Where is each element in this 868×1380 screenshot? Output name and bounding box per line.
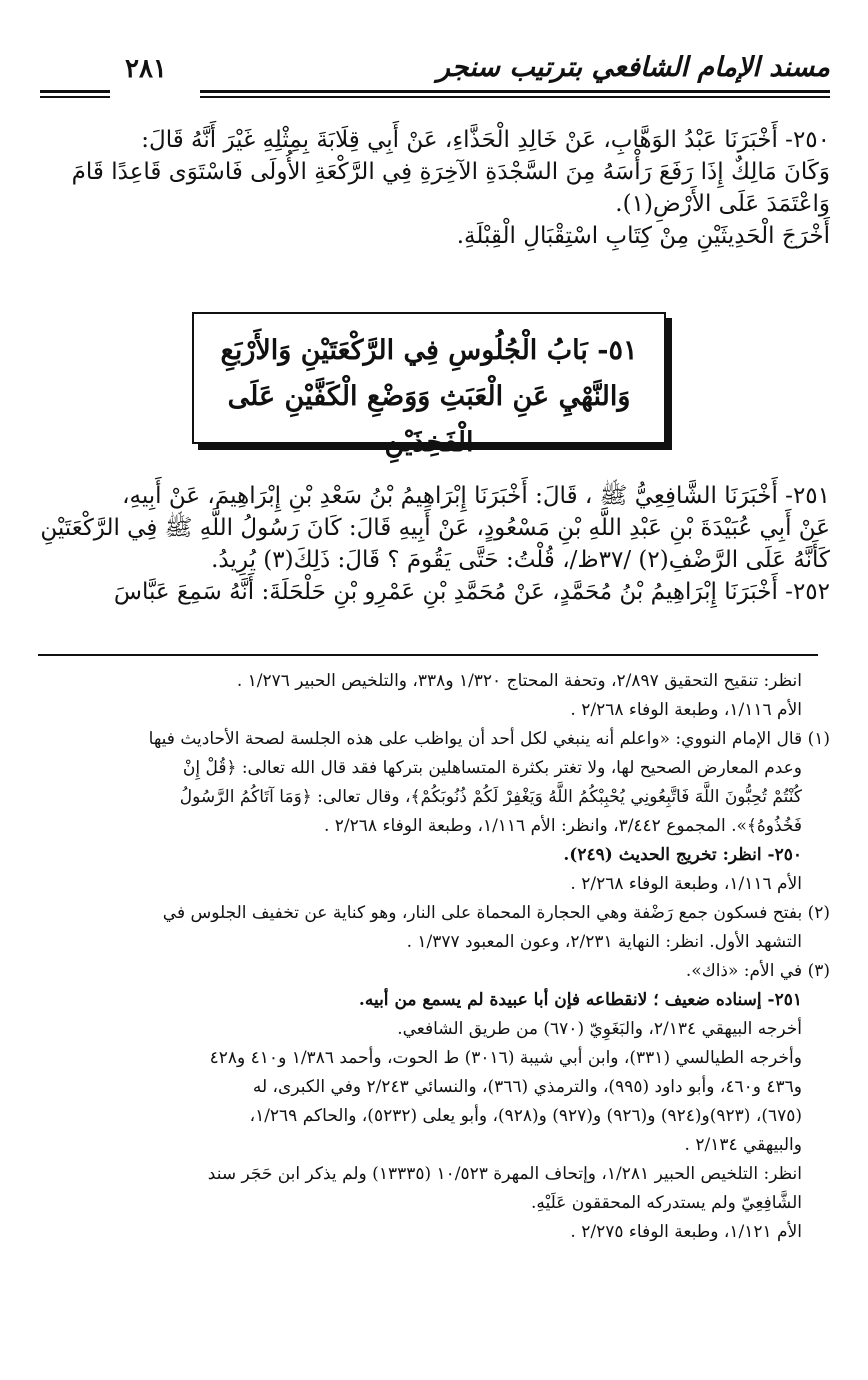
footnote-line: الأم ١/١١٦، وطبعة الوفاء ٢/٢٦٨ . xyxy=(570,700,802,720)
chapter-heading-box xyxy=(192,312,666,458)
footnote-line: (٢) بفتح فسكون جمع رَضْفة وهي الحجارة المحماة على النار، وهو كناية عن تخفيف الجلوس في xyxy=(162,903,830,923)
header-rule-right-lower xyxy=(200,96,830,98)
chapter-title-line-1: ٥١- بَابُ الْجُلُوسِ فِي الرَّكْعَتَيْنِ وَالأَرْبَعِ xyxy=(220,335,638,366)
footnote-line: انظر: تنقيح التحقيق ٢/٨٩٧، وتحفة المحتاج ١/٣٢٠ و٣٣٨، والتلخيص الحبير ١/٢٧٦ . xyxy=(236,671,802,691)
hadith-251-line-1: ٢٥١- أَخْبَرَنَا الشَّافِعِيُّ ﷺ ، قَالَ: أَخْبَرَنَا إِبْرَاهِيمُ بْنُ سَعْدِ بْنِ إِبْرَاهِيمَ، عَنْ أَبِيهِ، xyxy=(122,483,830,509)
footnote-line: الأم ١/١١٦، وطبعة الوفاء ٢/٢٦٨ . xyxy=(570,874,802,894)
footnote-line: ٢٥٠- انظر: تخريج الحديث (٢٤٩). xyxy=(563,845,802,865)
footnote-line: (٣) في الأم: «ذاك». xyxy=(685,961,830,981)
chapter-title-line-2: وَالنَّهْيِ عَنِ الْعَبَثِ وَوَضْعِ الْكَفَّيْنِ عَلَى الْفَخِذَيْنِ xyxy=(227,381,631,458)
hadith-250-line-3: وَاعْتَمَدَ عَلَى الأَرْضِ(١). xyxy=(615,191,830,217)
hadith-250-source: أَخْرَجَ الْحَدِيثَيْنِ مِنْ كِتَابِ اسْتِقْبَالِ الْقِبْلَةِ. xyxy=(456,223,830,249)
hadith-252-line-1: ٢٥٢- أَخْبَرَنَا إِبْرَاهِيمُ بْنُ مُحَمَّدٍ، عَنْ مُحَمَّدِ بْنِ عَمْرِو بْنِ حَلْحَلَةَ: أَنَّهُ سَمِعَ عَبَّاسَ xyxy=(113,579,830,605)
footnote-line: التشهد الأول. انظر: النهاية ٢/٢٣١، وعون المعبود ١/٣٧٧ . xyxy=(406,932,802,952)
header-rule-left xyxy=(40,90,110,93)
footnote-line: الشَّافِعِيّ ولم يستدركه المحققون عَلَيْهِ. xyxy=(530,1193,802,1213)
footnotes xyxy=(38,668,830,1248)
footnote-line: و٤٣٦ و٤٦٠، وأبو داود (٩٩٥)، والترمذي (٣٦٦)، والنسائي ٢/٢٤٣ وفي الكبرى، له xyxy=(252,1077,802,1097)
footnote-line: أخرجه البيهقي ٢/١٣٤، والبَغَوِيّ (٦٧٠) من طريق الشافعي. xyxy=(397,1019,802,1039)
footnote-line: ٢٥١- إسناده ضعيف ؛ لانقطاعه فإن أبا عبيدة لم يسمع من أبيه. xyxy=(358,990,802,1010)
hadith-250 xyxy=(38,124,830,252)
running-title: مسند الإمام الشافعي بترتيب سنجر xyxy=(436,52,830,83)
hadith-251-line-2: عَنْ أَبِي عُبَيْدَةَ بْنِ عَبْدِ اللَّهِ بْنِ مَسْعُودٍ، عَنْ أَبِيهِ قَالَ: كَانَ رَسُولُ اللَّهِ ﷺ فِي الرَّكْعَتَيْنِ xyxy=(40,515,830,541)
footnote-line: فَخُذُوهُ﴾». المجموع ٣/٤٤٢، وانظر: الأم ١/١١٦، وطبعة الوفاء ٢/٢٦٨ . xyxy=(323,816,802,836)
page-header xyxy=(40,52,830,102)
header-rule-left-lower xyxy=(40,96,110,98)
hadith-251-line-3: كَأَنَّهُ عَلَى الرَّضْفِ(٢) /٣٧ظ/، قُلْتُ: حَتَّى يَقُومَ ؟ قَالَ: ذَلِكَ(٣) يُرِيدُ. xyxy=(211,547,830,573)
footnote-divider xyxy=(38,654,818,656)
footnote-line: كُنْتُمْ تُحِبُّونَ اللَّهَ فَاتَّبِعُونِي يُحْبِبْكُمُ اللَّهُ وَيَغْفِرْ لَكُمْ ذُنُوبَكُمْ﴾، وقال تعالى: ﴿وَمَا آتَاكُمُ الرَّسُولُ xyxy=(179,787,802,807)
footnote-line: الأم ١/١٢١، وطبعة الوفاء ٢/٢٧٥ . xyxy=(570,1222,802,1242)
footnote-line: وعدم المعارض الصحيح لها، ولا تغتر بكثرة المتساهلين بتركها فقد قال الله تعالى: ﴿قُلْ إِنْ xyxy=(182,758,802,778)
page-number: ٢٨١ xyxy=(125,54,167,84)
footnote-line: انظر: التلخيص الحبير ١/٢٨١، وإتحاف المهرة ١٠/٥٢٣ (١٣٣٣٥) ولم يذكر ابن حَجَر سند xyxy=(207,1164,802,1184)
hadith-250-line-1: ٢٥٠- أَخْبَرَنَا عَبْدُ الوَهَّابِ، عَنْ خَالِدِ الْحَذَّاءِ، عَنْ أَبِي قِلَابَةَ بِمِثْلِهِ غَيْرَ أَنَّهُ قَالَ: xyxy=(141,127,830,153)
footnote-line: (٦٧٥)، (٩٢٣)و(٩٢٤) و(٩٢٦) و(٩٢٧) و(٩٢٨)، وأبو يعلى (٥٢٣٢)، والحاكم ١/٢٦٩، xyxy=(249,1106,802,1126)
footnote-line: وأخرجه الطيالسي (٣٣١)، وابن أبي شيبة (٣٠١٦) ط الحوت، وأحمد ١/٣٨٦ و٤١٠ و٤٢٨ xyxy=(209,1048,802,1068)
hadith-251 xyxy=(38,480,830,608)
header-rule-right xyxy=(200,90,830,93)
footnote-line: والبيهقي ٢/١٣٤ . xyxy=(684,1135,802,1155)
footnote-line: (١) قال الإمام النووي: «واعلم أنه ينبغي لكل أحد أن يواظب على هذه الجلسة لصحة الأحاديث فيها xyxy=(148,729,830,749)
hadith-250-line-2: وَكَانَ مَالِكٌ إِذَا رَفَعَ رَأْسَهُ مِنَ السَّجْدَةِ الآخِرَةِ فِي الرَّكْعَةِ الأُولَى فَاسْتَوَى قَاعِدًا قَامَ xyxy=(71,159,830,185)
